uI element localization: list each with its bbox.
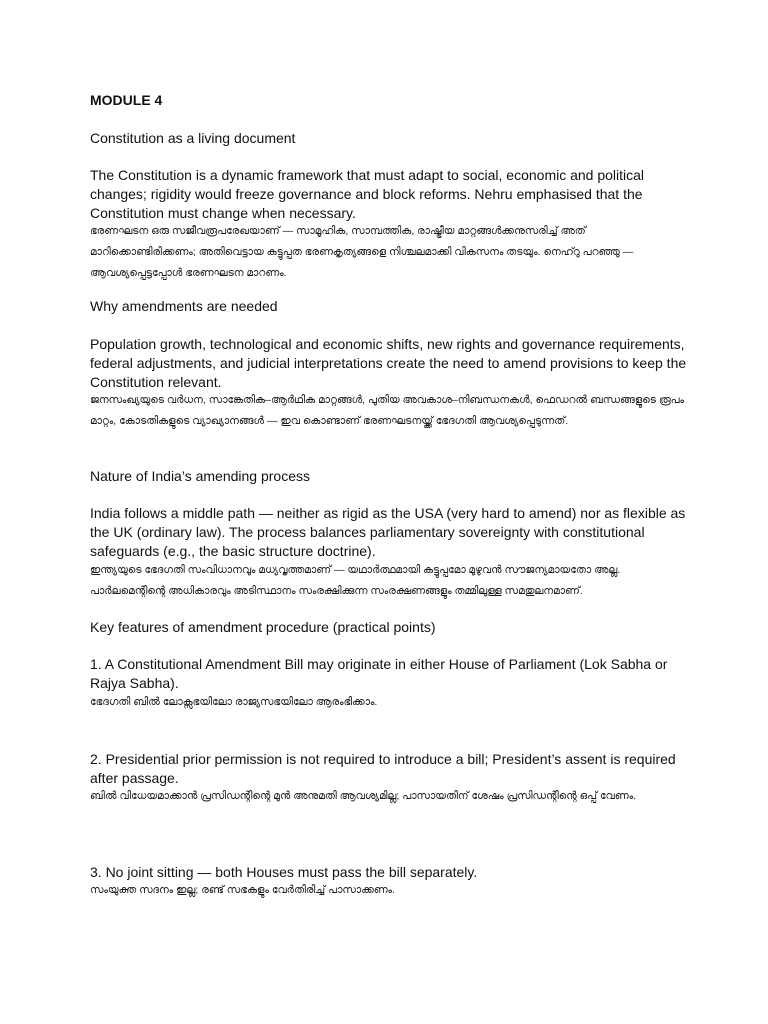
section-heading-living-document: Constitution as a living document <box>90 130 296 146</box>
point-3-malayalam: സംയുക്ത സദനം ഇല്ല; രണ്ട് സഭകളും വേർതിരിച്ച് പാസാക്കണം. <box>90 884 395 896</box>
point-1-english: 1. A Constitutional Amendment Bill may originate in either House of Parliament (Lok Sabha or Rajya Sabha). <box>90 656 668 691</box>
document-page <box>90 0 690 1024</box>
paragraph-nature-malayalam: ഇന്ത്യയുടെ ഭേദഗതി സംവിധാനവും മധ്യവൃത്തമാണ് — യഥാർത്ഥമായി കട്ടുപ്പമോ മുഴുവൻ സൗജന്യമായതോ അല്ല. പാർലമെന്റിന്റെ അധികാരവും അടിസ്ഥാനം സംരക്ഷിക്കുന്ന സംരക്ഷണങ്ങളും തമ്മിലുള്ള സമതുലനമാണ്. <box>90 564 621 597</box>
paragraph-nature-english: India follows a middle path — neither as rigid as the USA (very hard to amend) nor as flexible as the UK (ordinary law). The process balances parliamentary sovereignty with constitutional safeguards (e.g., the basic structure doctrine). <box>90 505 686 559</box>
module-title: MODULE 4 <box>90 92 163 108</box>
section-heading-why-amendments: Why amendments are needed <box>90 298 278 314</box>
paragraph-why-malayalam: ജനസംഖ്യയുടെ വർധന, സാങ്കേതിക–ആർഥിക മാറ്റങ്ങൾ, പുതിയ അവകാശ–നിബന്ധനകൾ, ഫെഡറൽ ബന്ധങ്ങളുടെ രൂപം മാറ്റം, കോടതികളുടെ വ്യാഖ്യാനങ്ങൾ — ഇവ കൊണ്ടാണ് ഭരണഘടനയ്ക്ക് ഭേദഗതി ആവശ്യപ്പെടുന്നത്. <box>90 394 685 427</box>
point-3-english: 3. No joint sitting — both Houses must pass the bill separately. <box>90 864 478 880</box>
point-1-malayalam: ഭേദഗതി ബിൽ ലോക്സഭയിലോ രാജ്യസഭയിലോ ആരംഭിക്കാം. <box>90 696 378 708</box>
point-2-english: 2. Presidential prior permission is not required to introduce a bill; President’s assent is required after passage. <box>90 751 676 786</box>
paragraph-living-malayalam: ഭരണഘടന ഒരു സജീവരൂപരേഖയാണ് — സാമൂഹിക, സാമ്പത്തിക, രാഷ്ട്രീയ മാറ്റങ്ങൾക്കനുസരിച്ച് അത് മാറിക്കൊണ്ടിരിക്കണം; അതിവെട്ടായ കട്ടുപ്പത ഭരണകൃത്യങ്ങളെ നിശ്ചലമാക്കി വികസനം തടയും. നെഹ്റു പറഞ്ഞു — ആവശ്യപ്പെട്ടപ്പോൾ ഭരണഘടന മാറണം. <box>90 225 634 279</box>
paragraph-why-english: Population growth, technological and economic shifts, new rights and governance requirements, federal adjustments, and judicial interpretations create the need to amend provisions to keep the Constitution relevant. <box>90 336 687 390</box>
section-heading-nature: Nature of India’s amending process <box>90 468 310 484</box>
paragraph-living-english: The Constitution is a dynamic framework that must adapt to social, economic and political changes; rigidity would freeze governance and block reforms. Nehru emphasised that the Constitution must change when necessary. <box>90 167 645 221</box>
point-2-malayalam: ബിൽ വിധേയമാക്കാൻ പ്രസിഡന്റിന്റെ മുൻ അനുമതി ആവശ്യമില്ല; പാസായതിന് ശേഷം പ്രസിഡന്റിന്റെ ഒപ്പ് വേണം. <box>90 790 637 802</box>
section-heading-key-features: Key features of amendment procedure (practical points) <box>90 619 436 635</box>
